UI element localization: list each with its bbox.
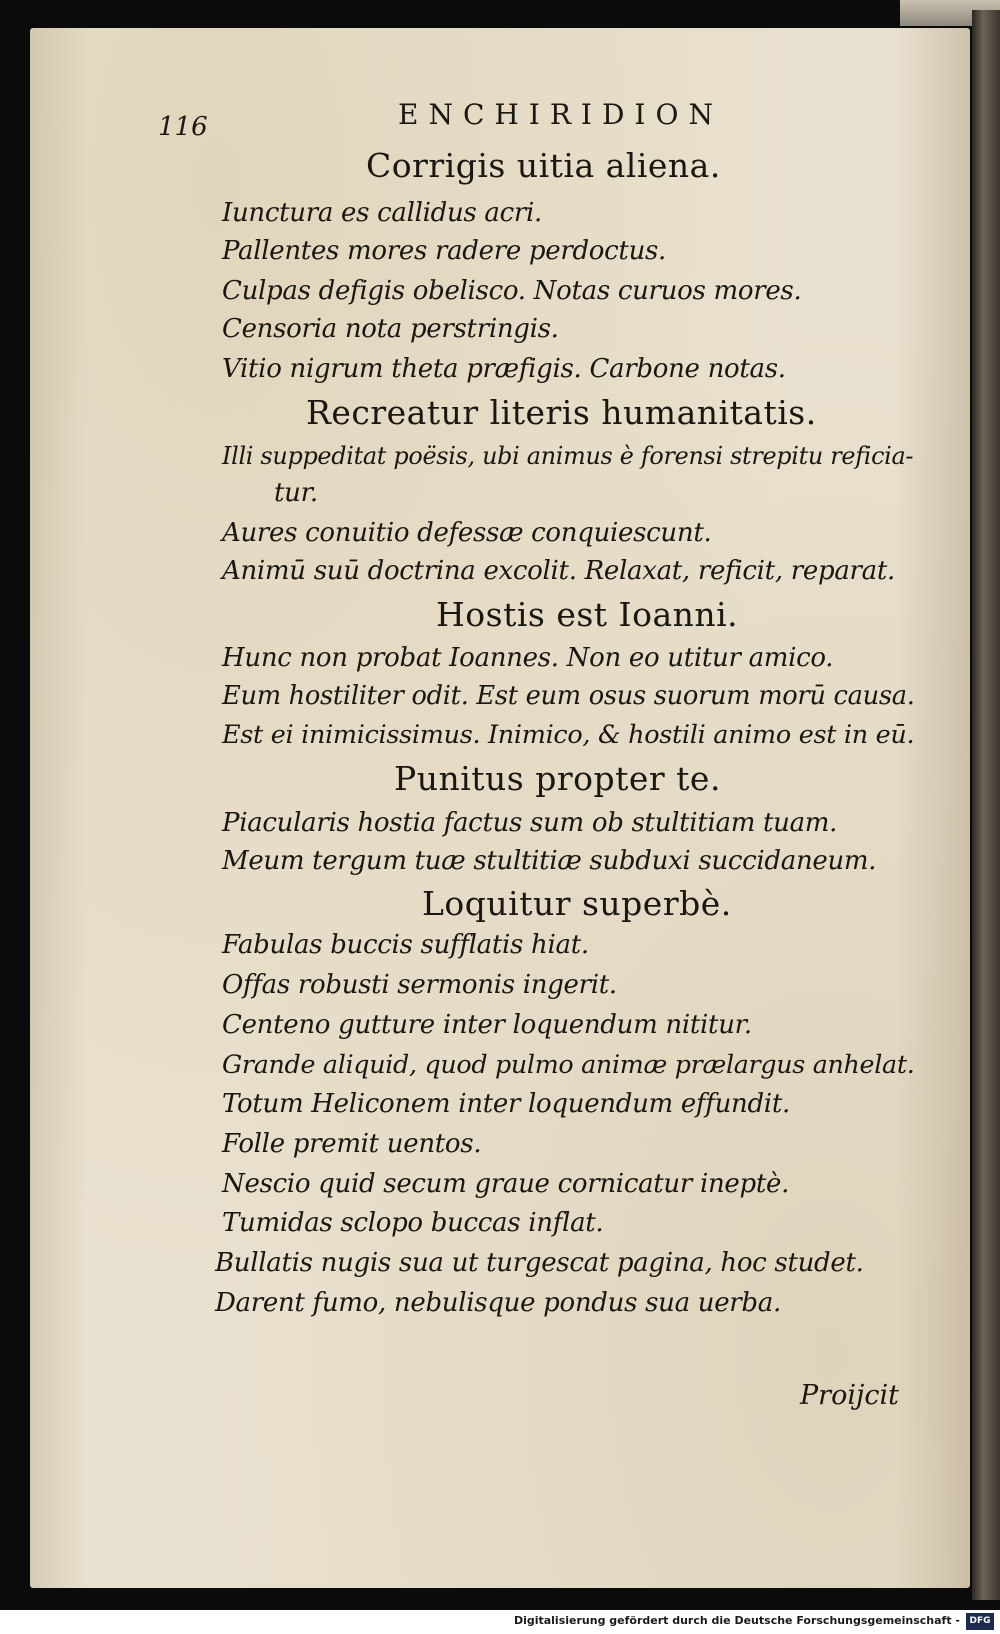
text-line: Offas robusti sermonis ingerit. — [222, 970, 617, 1000]
text-line: Hunc non probat Ioannes. Non eo utitur amico. — [222, 643, 834, 673]
text-line: Totum Heliconem inter loquendum effundit. — [222, 1089, 790, 1119]
text-line: Grande aliquid, quod pulmo animæ prælargus anhelat. — [222, 1049, 915, 1079]
text-line: Centeno gutture inter loquendum nititur. — [222, 1010, 752, 1040]
text-line: Illi suppeditat poësis, ubi animus è forensi strepitu reficia- — [222, 442, 914, 470]
footer-bar — [0, 1610, 1000, 1634]
text-line: Animū suū doctrina excolit. Relaxat, reficit, reparat. — [222, 556, 895, 586]
funding-credit: Digitalisierung gefördert durch die Deutsche Forschungsgemeinschaft - — [513, 1614, 960, 1627]
text-line: Eum hostiliter odit. Est eum osus suorum morū causa. — [222, 681, 915, 711]
text-line: Vitio nigrum theta præfigis. Carbone notas. — [222, 354, 786, 384]
section-heading: Punitus propter te. — [394, 759, 721, 798]
text-line: Nescio quid secum graue cornicatur ineptè. — [222, 1169, 790, 1199]
section-heading: Recreatur literis humanitatis. — [306, 393, 817, 432]
text-line: Aures conuitio defessæ conquiescunt. — [222, 518, 712, 548]
catchword: Proijcit — [800, 1380, 899, 1411]
running-head: ENCHIRIDION — [398, 98, 723, 131]
dfg-logo-icon: DFG — [966, 1613, 994, 1630]
text-line: Piacularis hostia factus sum ob stultitiam tuam. — [222, 808, 838, 838]
text-line: tur. — [274, 478, 318, 508]
text-line: Meum tergum tuæ stultitiæ subduxi succidaneum. — [222, 846, 877, 876]
section-heading: Loquitur superbè. — [422, 884, 732, 923]
text-line: Darent fumo, nebulisque pondus sua uerba. — [215, 1288, 781, 1318]
section-heading: Corrigis uitia aliena. — [366, 146, 721, 185]
text-line: Tumidas sclopo buccas inflat. — [222, 1208, 604, 1238]
text-line: Pallentes mores radere perdoctus. — [222, 236, 667, 266]
text-line: Censoria nota perstringis. — [222, 314, 559, 344]
text-line: Bullatis nugis sua ut turgescat pagina, hoc studet. — [215, 1248, 864, 1278]
text-line: Iunctura es callidus acri. — [222, 198, 542, 228]
page-number: 116 — [158, 112, 208, 142]
text-line: Est ei inimicissimus. Inimico, & hostili animo est in eū. — [222, 720, 915, 750]
section-heading: Hostis est Ioanni. — [436, 595, 739, 634]
text-line: Fabulas buccis sufflatis hiat. — [222, 930, 589, 960]
text-line: Folle premit uentos. — [222, 1129, 482, 1159]
text-line: Culpas defigis obelisco. Notas curuos mores. — [222, 276, 802, 306]
